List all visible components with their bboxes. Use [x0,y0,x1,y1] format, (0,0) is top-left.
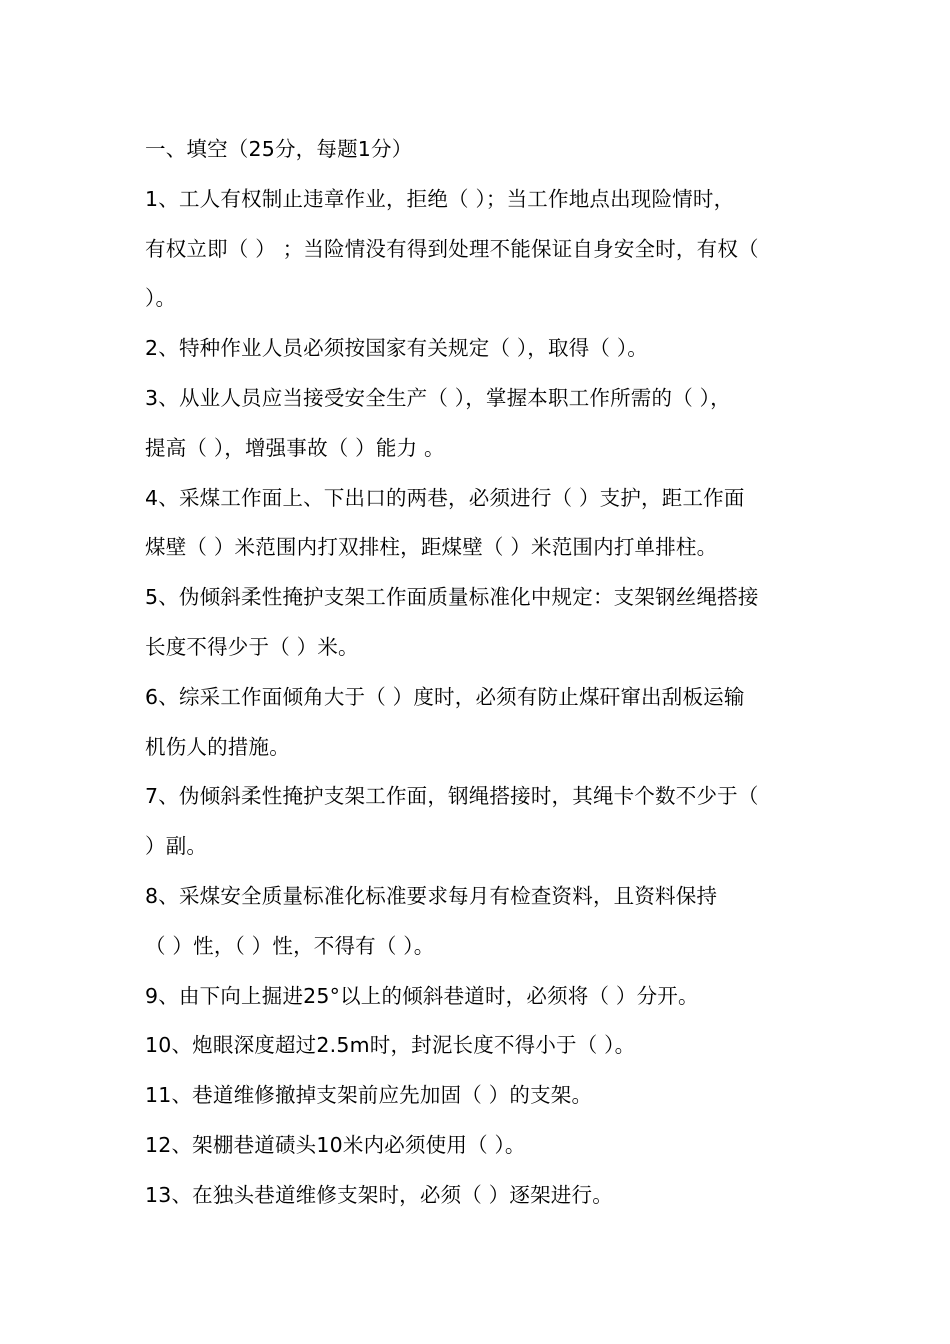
question-9: 9、由下向上掘进25°以上的倾斜巷道时，必须将（ ）分开。 [145,983,699,1008]
question-5-line-2: 长度不得少于（ ）米。 [145,634,359,659]
question-12: 12、架棚巷道碛头10米内必须使用（ ）。 [145,1132,526,1157]
question-6-line-1: 6、综采工作面倾角大于（ ）度时，必须有防止煤矸窜出刮板运输 [145,684,745,709]
question-4-line-2: 煤壁（ ）米范围内打双排柱，距煤壁（ ）米范围内打单排柱。 [145,535,718,560]
question-1-line-2: 有权立即（ ） ；当险情没有得到处理不能保证自身安全时，有权（ [145,236,759,261]
question-4-line-1: 4、采煤工作面上、下出口的两巷，必须进行（ ）支护，距工作面 [145,485,745,510]
question-7-line-2: ）副。 [145,834,208,859]
question-8-line-1: 8、采煤安全质量标准化标准要求每月有检查资料，且资料保持 [145,883,718,908]
question-1-line-1: 1、工人有权制止违章作业，拒绝（ ）；当工作地点出现险情时， [145,186,735,211]
section-heading: 一、填空（25分，每题1分） [145,137,413,161]
question-8-line-2: （ ）性，（ ）性，不得有（ ）。 [145,933,435,958]
question-11: 11、巷道维修撤掉支架前应先加固（ ）的支架。 [145,1083,593,1108]
question-1-line-3: ）。 [145,286,177,311]
document-body [145,125,815,1221]
question-6-line-2: 机伤人的措施。 [145,734,290,759]
question-13: 13、在独头巷道维修支架时，必须（ ）逐架进行。 [145,1182,613,1207]
question-10: 10、炮眼深度超过2.5m时，封泥长度不得小于（ ）。 [145,1033,636,1058]
question-2: 2、特种作业人员必须按国家有关规定（ ），取得（ ）。 [145,336,648,361]
question-3-line-2: 提高（ ），增强事故（ ）能力 。 [145,435,445,460]
question-5-line-1: 5、伪倾斜柔性掩护支架工作面质量标准化中规定：支架钢丝绳搭接 [145,585,759,610]
question-3-line-1: 3、从业人员应当接受安全生产（ ），掌握本职工作所需的（ ）， [145,385,731,410]
question-7-line-1: 7、伪倾斜柔性掩护支架工作面，钢绳搭接时，其绳卡个数不少于（ [145,784,759,809]
